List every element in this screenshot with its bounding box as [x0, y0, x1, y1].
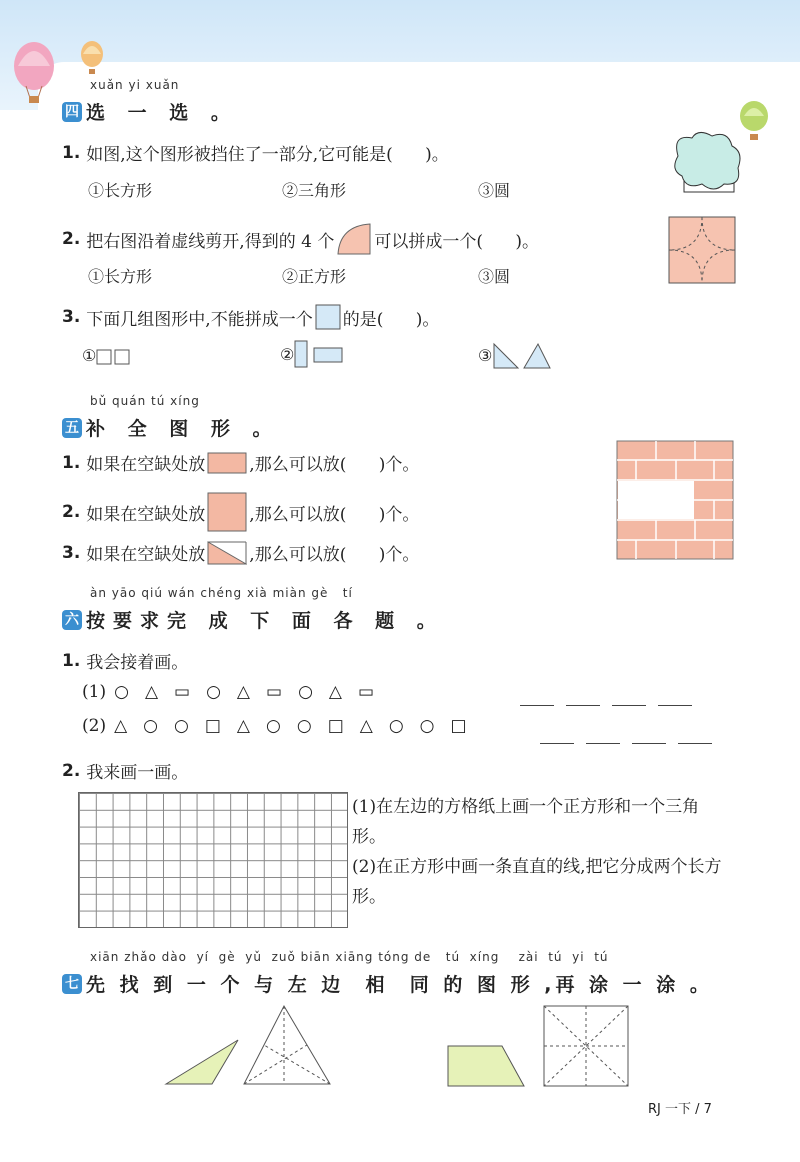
q6-2-instruction-1: (1)在左边的方格纸上画一个正方形和一个三角形。 — [352, 797, 700, 847]
q5-3-text — [62, 540, 419, 565]
q6-2-title: 我来画一画。 — [86, 763, 189, 783]
pattern-row-2-label: (2) — [82, 716, 107, 736]
q4-2-option-3[interactable]: ③圆 — [478, 267, 511, 286]
quarter-piece-shape — [336, 222, 372, 256]
section-five-badge: 五 — [62, 418, 82, 438]
q6-2-instructions — [352, 792, 732, 912]
q4-2-question-a: 把右图沿着虚线剪开,得到的 4 个 — [86, 231, 335, 252]
q5-2-number: 2. — [62, 502, 81, 522]
q6-1-text — [62, 648, 188, 673]
q4-3-question-b: 的是( )。 — [342, 309, 440, 330]
q5-3-question-b: ,那么可以放( )个。 — [249, 545, 420, 565]
rectangle-shape: ▭ — [174, 682, 191, 702]
section-four-badge: 四 — [62, 102, 82, 122]
square-shape: □ — [204, 716, 221, 736]
section-four-title: 选 一 选 。 — [86, 102, 238, 124]
answer-blank[interactable] — [658, 704, 692, 706]
circle-shape: ○ — [174, 716, 189, 736]
triangle-shape: △ — [328, 682, 342, 702]
wide-brick-shape — [207, 452, 247, 474]
section-five-heading — [62, 414, 279, 441]
triangle-shape: △ — [114, 716, 128, 736]
section-seven-title: 先 找 到 一 个 与 左 边 相 同 的 图 形 ,再 涂 一 涂 。 — [86, 974, 713, 996]
q4-3-number: 3. — [62, 307, 81, 327]
circle-shape: ○ — [114, 682, 129, 702]
q4-3-option-1[interactable] — [82, 346, 136, 365]
q4-2-option-2[interactable]: ②正方形 — [282, 267, 347, 286]
circle-shape: ○ — [143, 716, 159, 736]
q4-3-option-3[interactable] — [478, 340, 552, 370]
q4-1-number: 1. — [62, 142, 81, 163]
circle-shape: ○ — [388, 716, 404, 736]
answer-blank[interactable] — [586, 742, 620, 744]
pattern-row-1 — [82, 682, 382, 702]
q5-3-number: 3. — [62, 542, 81, 563]
q5-2-question-b: ,那么可以放( )个。 — [249, 504, 420, 525]
square-shape: □ — [450, 716, 467, 736]
section-seven-pinyin: xiān zhǎo dào yí gè yǔ zuǒ biān xiāng tóng de tú xíng zài tú yi tú — [90, 950, 609, 964]
q4-2-number: 2. — [62, 229, 81, 249]
partially-covered-shape-figure — [670, 128, 746, 196]
q4-1-option-1[interactable]: ①长方形 — [88, 181, 153, 200]
triangle-brick-shape — [207, 541, 247, 565]
section-four-heading — [62, 98, 238, 125]
square-with-dashed-arcs-figure — [668, 216, 738, 286]
section-seven-heading — [62, 970, 713, 997]
q4-3-option-1-label: ① — [82, 346, 97, 365]
two-triangles-shape — [492, 340, 552, 370]
q4-3-option-3-label: ③ — [478, 345, 493, 365]
q4-3-text — [62, 304, 439, 330]
circle-shape: ○ — [266, 716, 281, 736]
q5-1-text — [62, 450, 419, 475]
answer-blank[interactable] — [612, 704, 646, 706]
q4-3-question-a: 下面几组图形中,不能拼成一个 — [86, 309, 313, 330]
q6-2-number: 2. — [62, 760, 81, 781]
q4-2-option-1[interactable]: ①长方形 — [88, 267, 153, 286]
page-footer: RJ 一下 / 7 — [648, 1102, 712, 1117]
triangle-matching-exercise — [162, 1000, 342, 1090]
section-six-badge: 六 — [62, 610, 82, 630]
section-five-pinyin: bǔ quán tú xíng — [90, 394, 200, 408]
q4-1-option-3[interactable]: ③圆 — [478, 181, 511, 200]
pattern-row-1-blanks — [520, 704, 704, 706]
circle-shape: ○ — [296, 716, 312, 736]
square-shape: □ — [327, 716, 344, 736]
target-square-shape — [315, 304, 341, 330]
large-triangle-with-lines[interactable] — [244, 1006, 330, 1084]
triangle-shape: △ — [236, 716, 250, 736]
section-six-heading — [62, 606, 444, 633]
q5-2-question-a: 如果在空缺处放 — [86, 504, 206, 525]
q4-2-question-b: 可以拼成一个( )。 — [374, 231, 540, 252]
q4-1-option-2[interactable]: ②三角形 — [282, 181, 347, 200]
large-square-with-lines[interactable] — [544, 1006, 628, 1086]
q4-3-option-2-label: ② — [280, 344, 295, 364]
answer-blank[interactable] — [566, 704, 600, 706]
circle-shape: ○ — [206, 682, 221, 702]
pattern-row-2-blanks — [540, 742, 724, 744]
q6-2-text — [62, 758, 188, 783]
triangle-shape: △ — [236, 682, 250, 702]
q4-3-option-2[interactable] — [280, 340, 348, 368]
q4-1-question: 如图,这个图形被挡住了一部分,它可能是( )。 — [86, 145, 449, 165]
section-six-pinyin: àn yāo qiú wán chéng xià miàn gè tí — [90, 586, 353, 600]
circle-shape: ○ — [419, 716, 435, 736]
q4-1-text — [62, 140, 449, 165]
two-rectangles-shape — [294, 340, 348, 368]
section-seven-badge: 七 — [62, 974, 82, 994]
answer-blank[interactable] — [632, 742, 666, 744]
triangle-shape: △ — [144, 682, 159, 702]
q6-1-number: 1. — [62, 650, 81, 671]
q5-2-text — [62, 492, 419, 532]
given-triangle-shape — [166, 1040, 238, 1084]
trapezoid-matching-exercise — [444, 1004, 634, 1090]
pattern-row-1-label: (1) — [82, 682, 107, 702]
section-six-title: 按要求完 成 下 面 各 题 。 — [86, 610, 444, 632]
q5-1-number: 1. — [62, 452, 81, 473]
brick-wall-with-gap-figure — [616, 440, 736, 562]
rectangle-shape: ▭ — [357, 682, 375, 702]
q4-2-text — [62, 222, 539, 256]
q6-1-title: 我会接着画。 — [86, 653, 189, 673]
given-trapezoid-shape — [448, 1046, 524, 1086]
section-four-pinyin: xuǎn yi xuǎn — [90, 78, 180, 92]
rectangle-shape: ▭ — [266, 682, 283, 702]
drawing-grid-paper[interactable] — [78, 792, 348, 928]
q5-1-question-a: 如果在空缺处放 — [86, 455, 206, 475]
circle-shape: ○ — [298, 682, 313, 702]
triangle-shape: △ — [359, 716, 373, 736]
section-five-title: 补 全 图 形 。 — [86, 418, 280, 440]
answer-blank[interactable] — [540, 742, 574, 744]
q5-3-question-a: 如果在空缺处放 — [86, 545, 206, 565]
q5-1-question-b: ,那么可以放( )个。 — [249, 455, 420, 475]
answer-blank[interactable] — [520, 704, 554, 706]
square-brick-shape — [207, 492, 247, 532]
two-small-squares-shape — [96, 347, 136, 365]
q6-2-instruction-2: (2)在正方形中画一条直直的线,把它分成两个长方形。 — [352, 857, 722, 907]
answer-blank[interactable] — [678, 742, 712, 744]
pattern-row-2 — [82, 716, 475, 736]
